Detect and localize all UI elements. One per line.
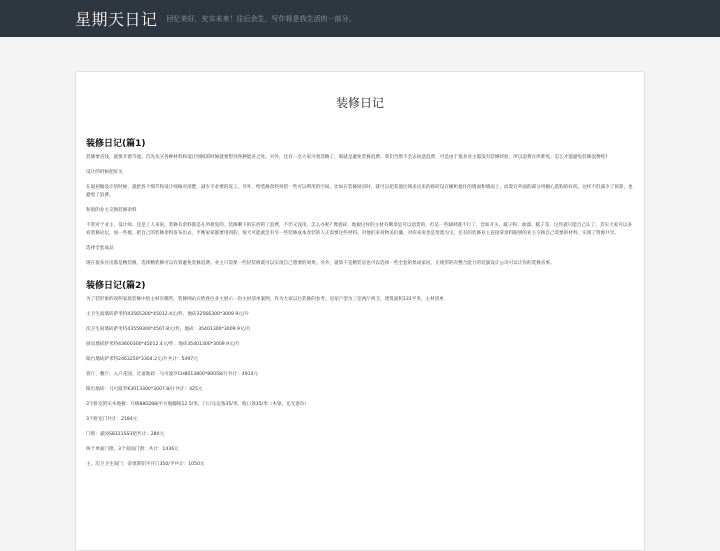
subheading: 选择全套成品 — [86, 246, 114, 251]
list-item: 主、次卫卫生间门：帝奥斯铝平开门350/平共计：1050元 — [86, 462, 205, 467]
list-item: 次卫生间墙砖萨米特43559300*4507.8元/件，地砖：35401300*3009.9元/片 — [86, 327, 251, 332]
section-heading-2: 装修日记(篇2) — [86, 281, 146, 291]
paragraph: 在最初做设计的时候，就把各个细节和设计师核对清楚，减少不必要的返工。另外，给装修余料预留一些可以利用的空间，比如在装修厨房时，就可以把其他区域多出来的碎砖设在橱柜遮住的墙面和墙面上，而废在外面的部分用橱心选购的好砖。这样不但减少了预算，也避免了浪费。 — [86, 185, 633, 198]
list-item: 两个单面门窗、3个双面门窗：共计：1436元 — [86, 447, 179, 452]
list-item: 门锁：嘉园S8311SS3把共计：280元 — [86, 432, 165, 437]
subheading: 和别的业主交换装修余料 — [86, 208, 137, 213]
subheading: 设计的时候把好关 — [86, 170, 123, 175]
list-item: 阳台墙砖萨米特2463250*3304.2元/片共计：5497元 — [86, 357, 198, 362]
article-card — [75, 71, 645, 551]
page-title: 装修日记 — [335, 96, 384, 110]
site-tagline: 回忆美好，充实未来！往后余生，写作将是我生活的一部分。 — [166, 14, 356, 23]
list-item: 3个卧室门共计：2184元 — [86, 417, 138, 422]
list-item: 厨房墙砖萨米特43600300*45012.4元/件，地砖35401300*3009.9元/片 — [86, 342, 240, 347]
site-title[interactable]: 星期天日记 — [75, 10, 158, 29]
paragraph: 装修要省钱，就要开源节流。首先从买各种材料和设计图纸的时候就要想到各种能省之处。另外，还有一点大家可别忽略了，那就是避免装修浪费。我们当然不会去故意浪费，可是由于很多业主都没有装修经验，所以浪费在所难免。怎么才能避免装修浪费呢? — [86, 155, 608, 160]
site-header — [0, 0, 720, 37]
paragraph: 为了装形象的说明家庭装修中的主材有哪些，装修网站在给各位业主展示一份主材清单案例，作为大家以后装修的参考。房屋户型为三室两厅两卫，建筑面积131平米，主材清单 — [86, 297, 444, 302]
list-item: 3个卧室的实木地板：升级880288/平方地脚线12.5/米，门口压边条35/米，收口条35/米（木梁、还无意价） — [86, 402, 310, 407]
paragraph: 现在很多住房都是精装修，选择精装修可以有效避免装修浪费。业主只需要一些轻装修就可以实现自己想要的效果。另外，就算不是精装房也可以选择一些全套的集成家居，正规形的有整合能力的装潢设计公司可以让你的装修省事。 — [86, 261, 555, 266]
section-heading-1: 装修日记(篇1) — [86, 139, 146, 149]
list-item: 客厅、餐厅、入户花园、过道地砖：马可波罗CH8013800*80058/片共计：4914元 — [86, 372, 259, 377]
paragraph: 不管对于业主、设计师、还是工人来说，装修有余料都是在所难免的，装修剩下的东西的了浪费，不仍又没用，怎么办呢? 像瓷砖、地板这样的主材有剩余是可以退货的，但是一些辅材就不行了，比如开关、腻子粉、油漆、腻子等，这些就只能自己认了。其实大家可以多看装修论坛，加一些群，把自己的装修余料发布出去，平衡家家都要用到的，很大可能就会有另一些装修成本改装的人正需要这些材料。对他们来说物美价廉，对你来说也是变废为宝。还有的装修业主直接拿余料跟别的业主交换自己需要的材料，实现了资源共享。 — [86, 223, 632, 236]
list-item: 阳台地砖：马可波罗K3013300*3007.8/片共计：425元 — [86, 387, 203, 392]
list-item: 主卫生间墙砖萨米特43565300*45012.4元/件，地砖32566300*3009.9元/片 — [86, 312, 250, 317]
